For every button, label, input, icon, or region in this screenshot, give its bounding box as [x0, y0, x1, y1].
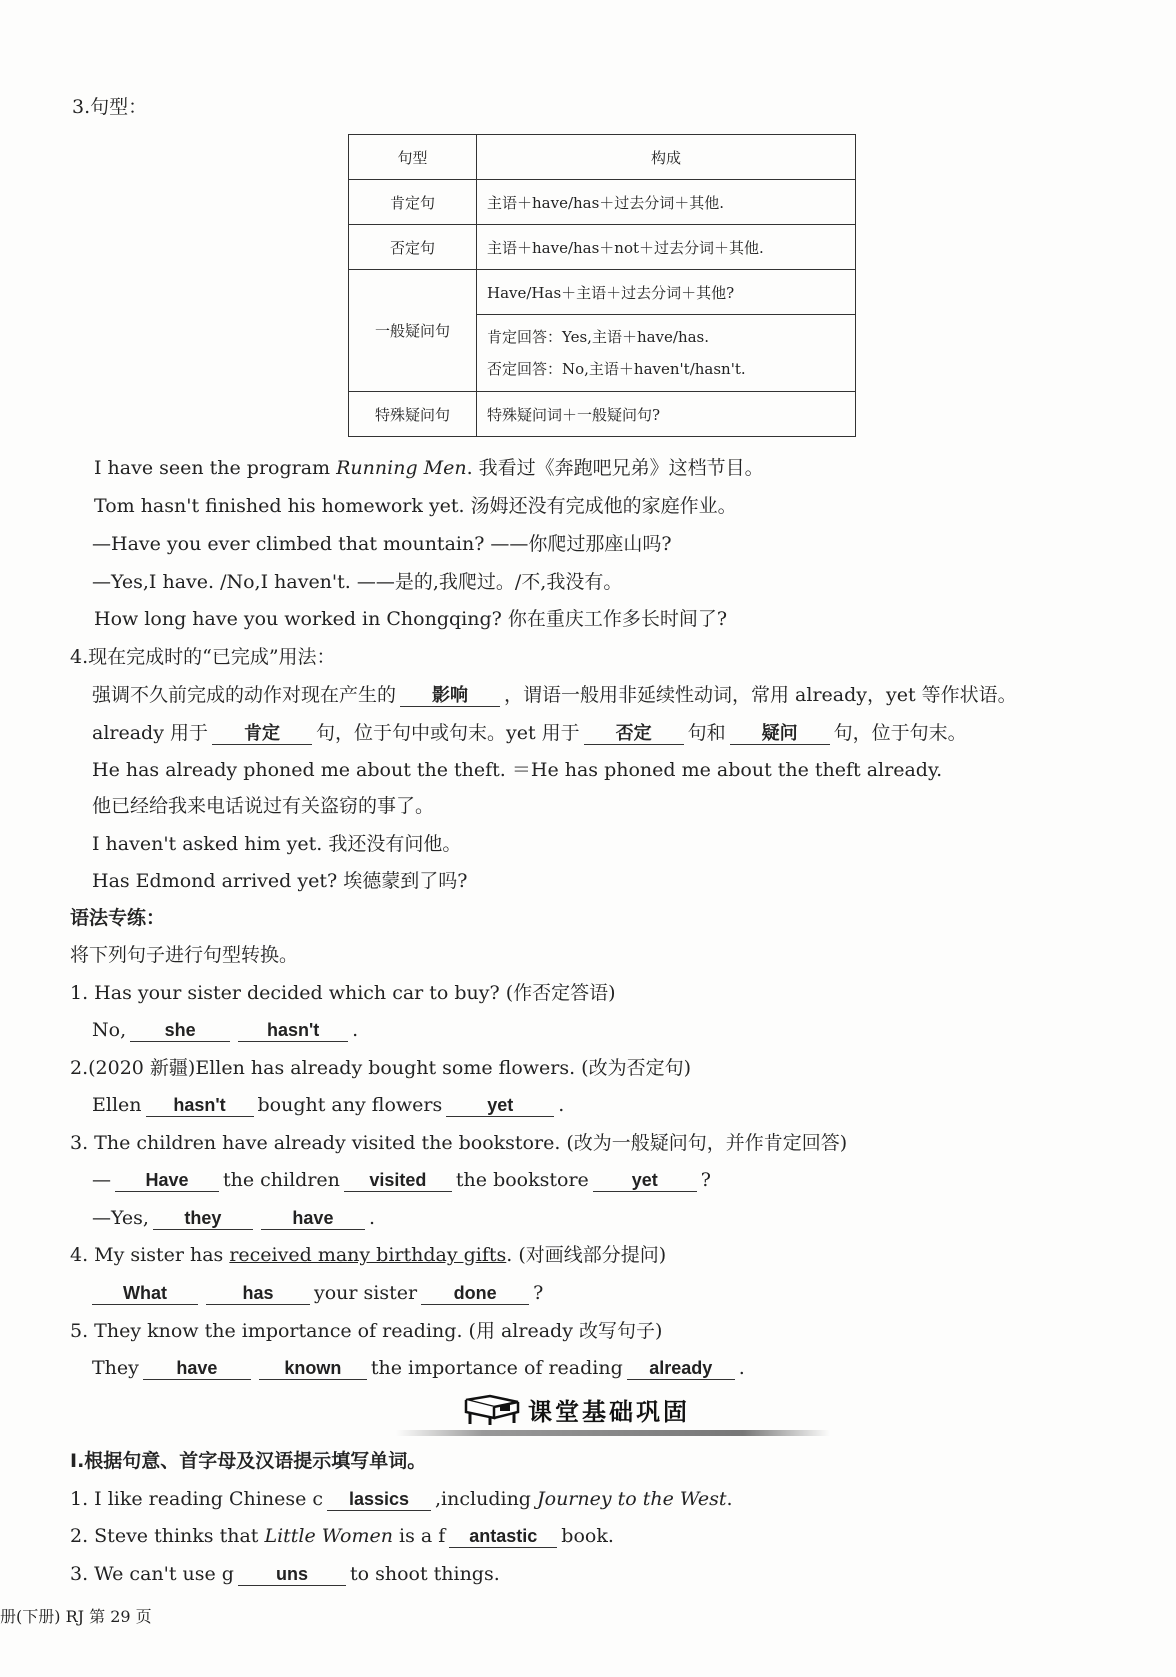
answer-1 [92, 1017, 358, 1043]
example-4: —Yes,I have. /No,I haven't. ——是的,我爬过。/不,我没有。 [92, 571, 623, 593]
table-cell-form: Have/Has＋主语＋过去分词＋其他? [477, 270, 856, 315]
text: the importance of reading [370, 1357, 623, 1379]
text: 4. My sister has [70, 1244, 230, 1266]
table-cell-type: 肯定句 [349, 180, 477, 225]
example-1 [94, 455, 764, 481]
answer-3a [92, 1167, 711, 1193]
table-cell-form: 特殊疑问词＋一般疑问句? [477, 392, 856, 437]
period: . [738, 1357, 745, 1379]
question-5: 5. They know the importance of reading. (用 already 改写句子) [70, 1320, 663, 1342]
section4-example-1: He has already phoned me about the theft. ＝He has phoned me about the theft already. [92, 759, 943, 781]
answer-blank: done [421, 1282, 529, 1305]
answer-blank: 影响 [400, 684, 500, 707]
answer-blank: hasn't [238, 1019, 348, 1042]
text: 句，位于句末。 [833, 722, 967, 744]
answer-blank: lassics [327, 1488, 431, 1511]
section4-example-2: 他已经给我来电话说过有关盗窃的事了。 [92, 795, 435, 817]
text: already 用于 [92, 722, 208, 744]
answer-no: 否定回答：No,主语＋haven't/hasn't. [487, 360, 746, 378]
answer-blank: 疑问 [730, 722, 830, 745]
text: bought any flowers [257, 1094, 443, 1116]
answer-blank: visited [344, 1169, 452, 1192]
text: the bookstore [455, 1169, 589, 1191]
answer-yes: 肯定回答：Yes,主语＋have/has. [487, 328, 710, 346]
section4-line1 [92, 682, 1017, 708]
answer-blank: they [153, 1207, 253, 1230]
section4-title: 4.现在完成时的“已完成”用法： [70, 646, 336, 668]
answer-blank: she [130, 1019, 230, 1042]
text: No, [92, 1019, 127, 1041]
answer-blank: yet [593, 1169, 697, 1192]
period: . [726, 1488, 733, 1510]
section4-line2 [92, 720, 967, 746]
text: 3. We can't use g [70, 1563, 234, 1585]
text: 强调不久前完成的动作对现在产生的 [92, 684, 397, 706]
page-footer: 册(下册) RJ 第 29 页 [0, 1607, 152, 1626]
table-cell-answers [477, 315, 856, 392]
underlined-part: received many birthday gifts [229, 1244, 507, 1266]
question-mark: ? [700, 1169, 711, 1191]
section3-title: 3.句型： [72, 96, 148, 118]
answer-blank: uns [238, 1563, 346, 1586]
table-head-form: 构成 [477, 135, 856, 180]
book-title: Little Women [264, 1525, 393, 1547]
example-2: Tom hasn't finished his homework yet. 汤姆还没有完成他的家庭作业。 [94, 495, 737, 517]
text: 2. Steve thinks that [70, 1525, 265, 1547]
classroom-desk-icon [462, 1392, 522, 1426]
question-3: 3. The children have already visited the bookstore. (改为一般疑问句，并作肯定回答) [70, 1132, 848, 1154]
question-4 [70, 1242, 666, 1268]
part1-sentence-2 [70, 1523, 614, 1549]
text: 1. I like reading Chinese c [70, 1488, 324, 1510]
text: ,including [435, 1488, 538, 1510]
program-title: Running Men [336, 457, 467, 479]
question-mark: ? [533, 1282, 544, 1304]
text: 句和 [687, 722, 726, 744]
example-1-text: I have seen the program [94, 457, 337, 479]
table-cell-form: 主语＋have/has＋过去分词＋其他. [477, 180, 856, 225]
table-cell-type: 否定句 [349, 225, 477, 270]
example-5: How long have you worked in Chongqing? 你在重庆工作多长时间了? [94, 608, 728, 630]
text: ，谓语一般用非延续性动词，常用 already，yet 等作状语。 [504, 684, 1017, 706]
table-cell-form: 主语＋have/has＋not＋过去分词＋其他. [477, 225, 856, 270]
part1-sentence-3 [70, 1561, 500, 1587]
text: . (对画线部分提问) [506, 1244, 667, 1266]
answer-blank: have [143, 1357, 251, 1380]
example-3: —Have you ever climbed that mountain? ——你爬过那座山吗? [92, 533, 672, 555]
text: book. [561, 1525, 614, 1547]
answer-5 [92, 1355, 745, 1381]
question-1: 1. Has your sister decided which car to buy? (作否定答语) [70, 982, 616, 1004]
text: is a f [392, 1525, 446, 1547]
practice-instruction: 将下列句子进行句型转换。 [70, 944, 299, 966]
answer-blank: already [627, 1357, 735, 1380]
answer-blank: yet [446, 1094, 554, 1117]
part1-sentence-1 [70, 1486, 733, 1512]
sentence-pattern-table [348, 134, 856, 437]
answer-blank: 肯定 [212, 722, 312, 745]
period: . [368, 1207, 375, 1229]
table-cell-type: 特殊疑问句 [349, 392, 477, 437]
table-cell-type: 一般疑问句 [349, 270, 477, 392]
example-1-cn: . 我看过《奔跑吧兄弟》这档节目。 [466, 457, 764, 479]
answer-blank: hasn't [146, 1094, 254, 1117]
answer-blank: What [92, 1282, 198, 1305]
table-head-type: 句型 [349, 135, 477, 180]
book-title: Journey to the West [537, 1488, 727, 1510]
text: your sister [314, 1282, 418, 1304]
text: to shoot things. [349, 1563, 500, 1585]
header-divider [396, 1430, 830, 1436]
text: Ellen [92, 1094, 142, 1116]
answer-blank: has [206, 1282, 310, 1305]
answer-blank: antastic [449, 1525, 557, 1548]
question-2: 2.(2020 新疆)Ellen has already bought some flowers. (改为否定句) [70, 1057, 691, 1079]
period: . [352, 1019, 359, 1041]
class-header-title: 课堂基础巩固 [528, 1398, 690, 1426]
text: the children [223, 1169, 340, 1191]
text: —Yes, [92, 1207, 149, 1229]
practice-title: 语法专练： [70, 907, 166, 929]
answer-2 [92, 1092, 564, 1118]
class-consolidation-header [450, 1388, 780, 1428]
section4-example-4: Has Edmond arrived yet? 埃德蒙到了吗? [92, 870, 468, 892]
text: They [92, 1357, 139, 1379]
part1-title: Ⅰ.根据句意、首字母及汉语提示填写单词。 [70, 1450, 427, 1472]
answer-blank: known [259, 1357, 367, 1380]
text: 句，位于句中或句末。yet 用于 [316, 722, 580, 744]
dash: — [92, 1169, 111, 1191]
section4-example-3: I haven't asked him yet. 我还没有问他。 [92, 833, 462, 855]
answer-3b [92, 1205, 375, 1231]
period: . [558, 1094, 565, 1116]
answer-4 [88, 1280, 543, 1306]
answer-blank: 否定 [584, 722, 684, 745]
answer-blank: Have [115, 1169, 219, 1192]
answer-blank: have [261, 1207, 365, 1230]
